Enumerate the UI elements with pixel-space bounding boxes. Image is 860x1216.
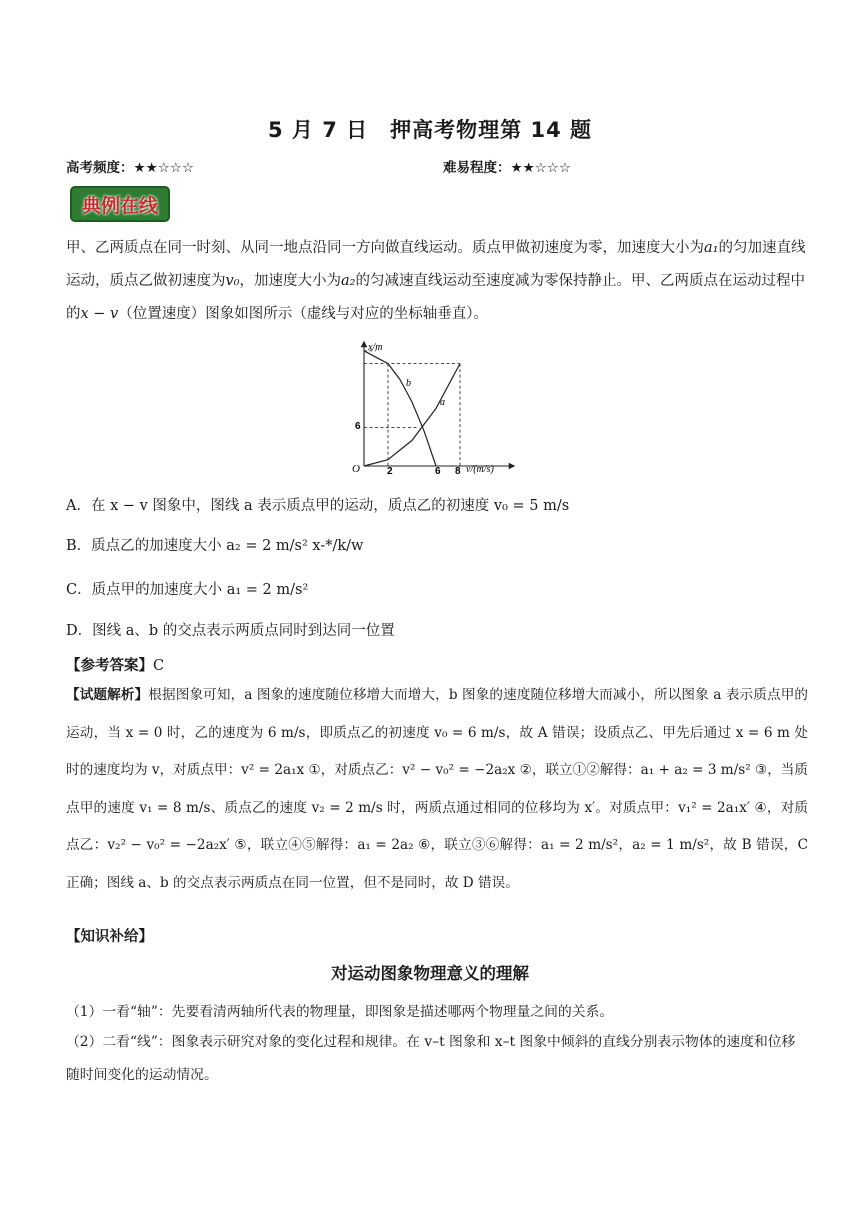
option-c: C．质点甲的加速度大小 a₁ = 2 m/s² bbox=[66, 582, 309, 598]
y-tick-6: 6 bbox=[355, 421, 361, 432]
option-a: A．在 x − v 图象中，图线 a 表示质点甲的运动，质点乙的初速度 v₀ = 5 m/s bbox=[66, 498, 570, 514]
knowledge-point-1 bbox=[66, 1000, 806, 1020]
curve-b bbox=[364, 351, 436, 466]
example-badge-label: 典例在线 bbox=[81, 194, 158, 217]
symbol-v0: v₀ bbox=[225, 273, 240, 289]
x-tick-6: 6 bbox=[435, 466, 441, 477]
question-text-1: 甲、乙两质点在同一时刻、从同一地点沿同一方向做直线运动。质点甲做初速度为零，加速度大小为 bbox=[66, 240, 704, 256]
y-axis-label: x/m bbox=[368, 342, 383, 353]
example-badge bbox=[70, 186, 170, 222]
x-tick-2: 2 bbox=[387, 466, 393, 477]
x-tick-8: 8 bbox=[455, 466, 461, 477]
curve-b-label: b bbox=[406, 378, 411, 389]
question-text-4: 的匀减速直线运动至速度减为零保持静止。甲、乙两质点在运动过程中的 bbox=[66, 273, 805, 322]
point-2-text: 图象表示研究对象的变化过程和规律。在 v–t 图象和 x–t 图象中倾斜的直线分别表示物体的速度和位移随时间变化的运动情况。 bbox=[66, 1034, 796, 1083]
option-b: B．质点乙的加速度大小 a₂ = 2 m/s² x-*/k/w bbox=[66, 538, 364, 554]
option-d: D．图线 a、b 的交点表示两质点同时到达同一位置 bbox=[66, 623, 395, 639]
answer-value: C bbox=[153, 658, 165, 674]
x-v-graph bbox=[330, 338, 520, 478]
analysis-text: 根据图象可知，a 图象的速度随位移增大而增大，b 图象的速度随位移增大而减小，所以图象 a 表示质点甲的运动，当 x = 0 时，乙的速度为 6 m/s，即质点乙的初速度 v₀ = 6 m/s，故 A 错误；设质点乙、甲先后通过 x = 6 m 处时的速度均为 v，对质点甲：v² = 2a₁x ①，对质点乙：v² − v₀² = −2a₂x ②，联立①②解得：a₁ + a₂ = 3 m/s² ③，当质点甲的速度 v₁ = 8 m/s、质点乙的速度 v₂ = 2 m/s 时，两质点通过相同的位移均为 x′。对质点甲：v₁² = 2a₁x′ ④，对质点乙：v₂² − v₀² = −2a₂x′ ⑤，联立④⑤解得：a₁ = 2a₂ ⑥，联立③⑥解得：a₁ = 2 m/s²，a₂ = 1 m/s²，故 B 错误，C 正确；图线 a、b 的交点表示两质点在同一位置，但不是同时，故 D 错误。 bbox=[66, 687, 808, 891]
symbol-a2: a₂ bbox=[341, 273, 356, 289]
point-1-text: 先要看清两轴所代表的物理量，即图象是描述哪两个物理量之间的关系。 bbox=[171, 1004, 614, 1020]
symbol-a1: a₁ bbox=[704, 240, 719, 256]
section-title: 对运动图象物理意义的理解 bbox=[331, 964, 529, 983]
exam-frequency: 高考频度：★★☆☆☆ bbox=[66, 160, 195, 176]
analysis-block bbox=[66, 677, 808, 902]
analysis-label: 【试题解析】 bbox=[66, 687, 149, 703]
symbol-xv: x − v bbox=[80, 306, 119, 322]
point-1-heading: 一看“轴”： bbox=[102, 1004, 172, 1020]
difficulty-level: 难易程度：★★☆☆☆ bbox=[443, 160, 572, 176]
page-title: 5 月 7 日 押高考物理第 14 题 bbox=[267, 118, 592, 142]
point-2-number: （2） bbox=[66, 1034, 103, 1050]
question-text-5: （位置速度）图象如图所示（虚线与对应的坐标轴垂直）。 bbox=[118, 306, 488, 322]
point-2-heading: 二看“线”： bbox=[102, 1034, 172, 1050]
curve-a-label: a bbox=[440, 397, 445, 408]
curve-a bbox=[364, 364, 460, 466]
question-stem bbox=[66, 232, 806, 331]
knowledge-label: 【知识补给】 bbox=[66, 929, 153, 945]
point-1-number: （1） bbox=[66, 1004, 103, 1020]
reference-answer bbox=[66, 654, 806, 675]
origin-label: O bbox=[352, 463, 360, 475]
knowledge-point-2 bbox=[66, 1026, 808, 1092]
x-axis-label: v/(m/s) bbox=[466, 464, 494, 475]
answer-label: 【参考答案】 bbox=[66, 658, 153, 674]
question-text-2: 的匀加速直线运动，质点乙做初速度为 bbox=[66, 240, 806, 289]
question-text-3: ，加速度大小为 bbox=[239, 273, 342, 289]
